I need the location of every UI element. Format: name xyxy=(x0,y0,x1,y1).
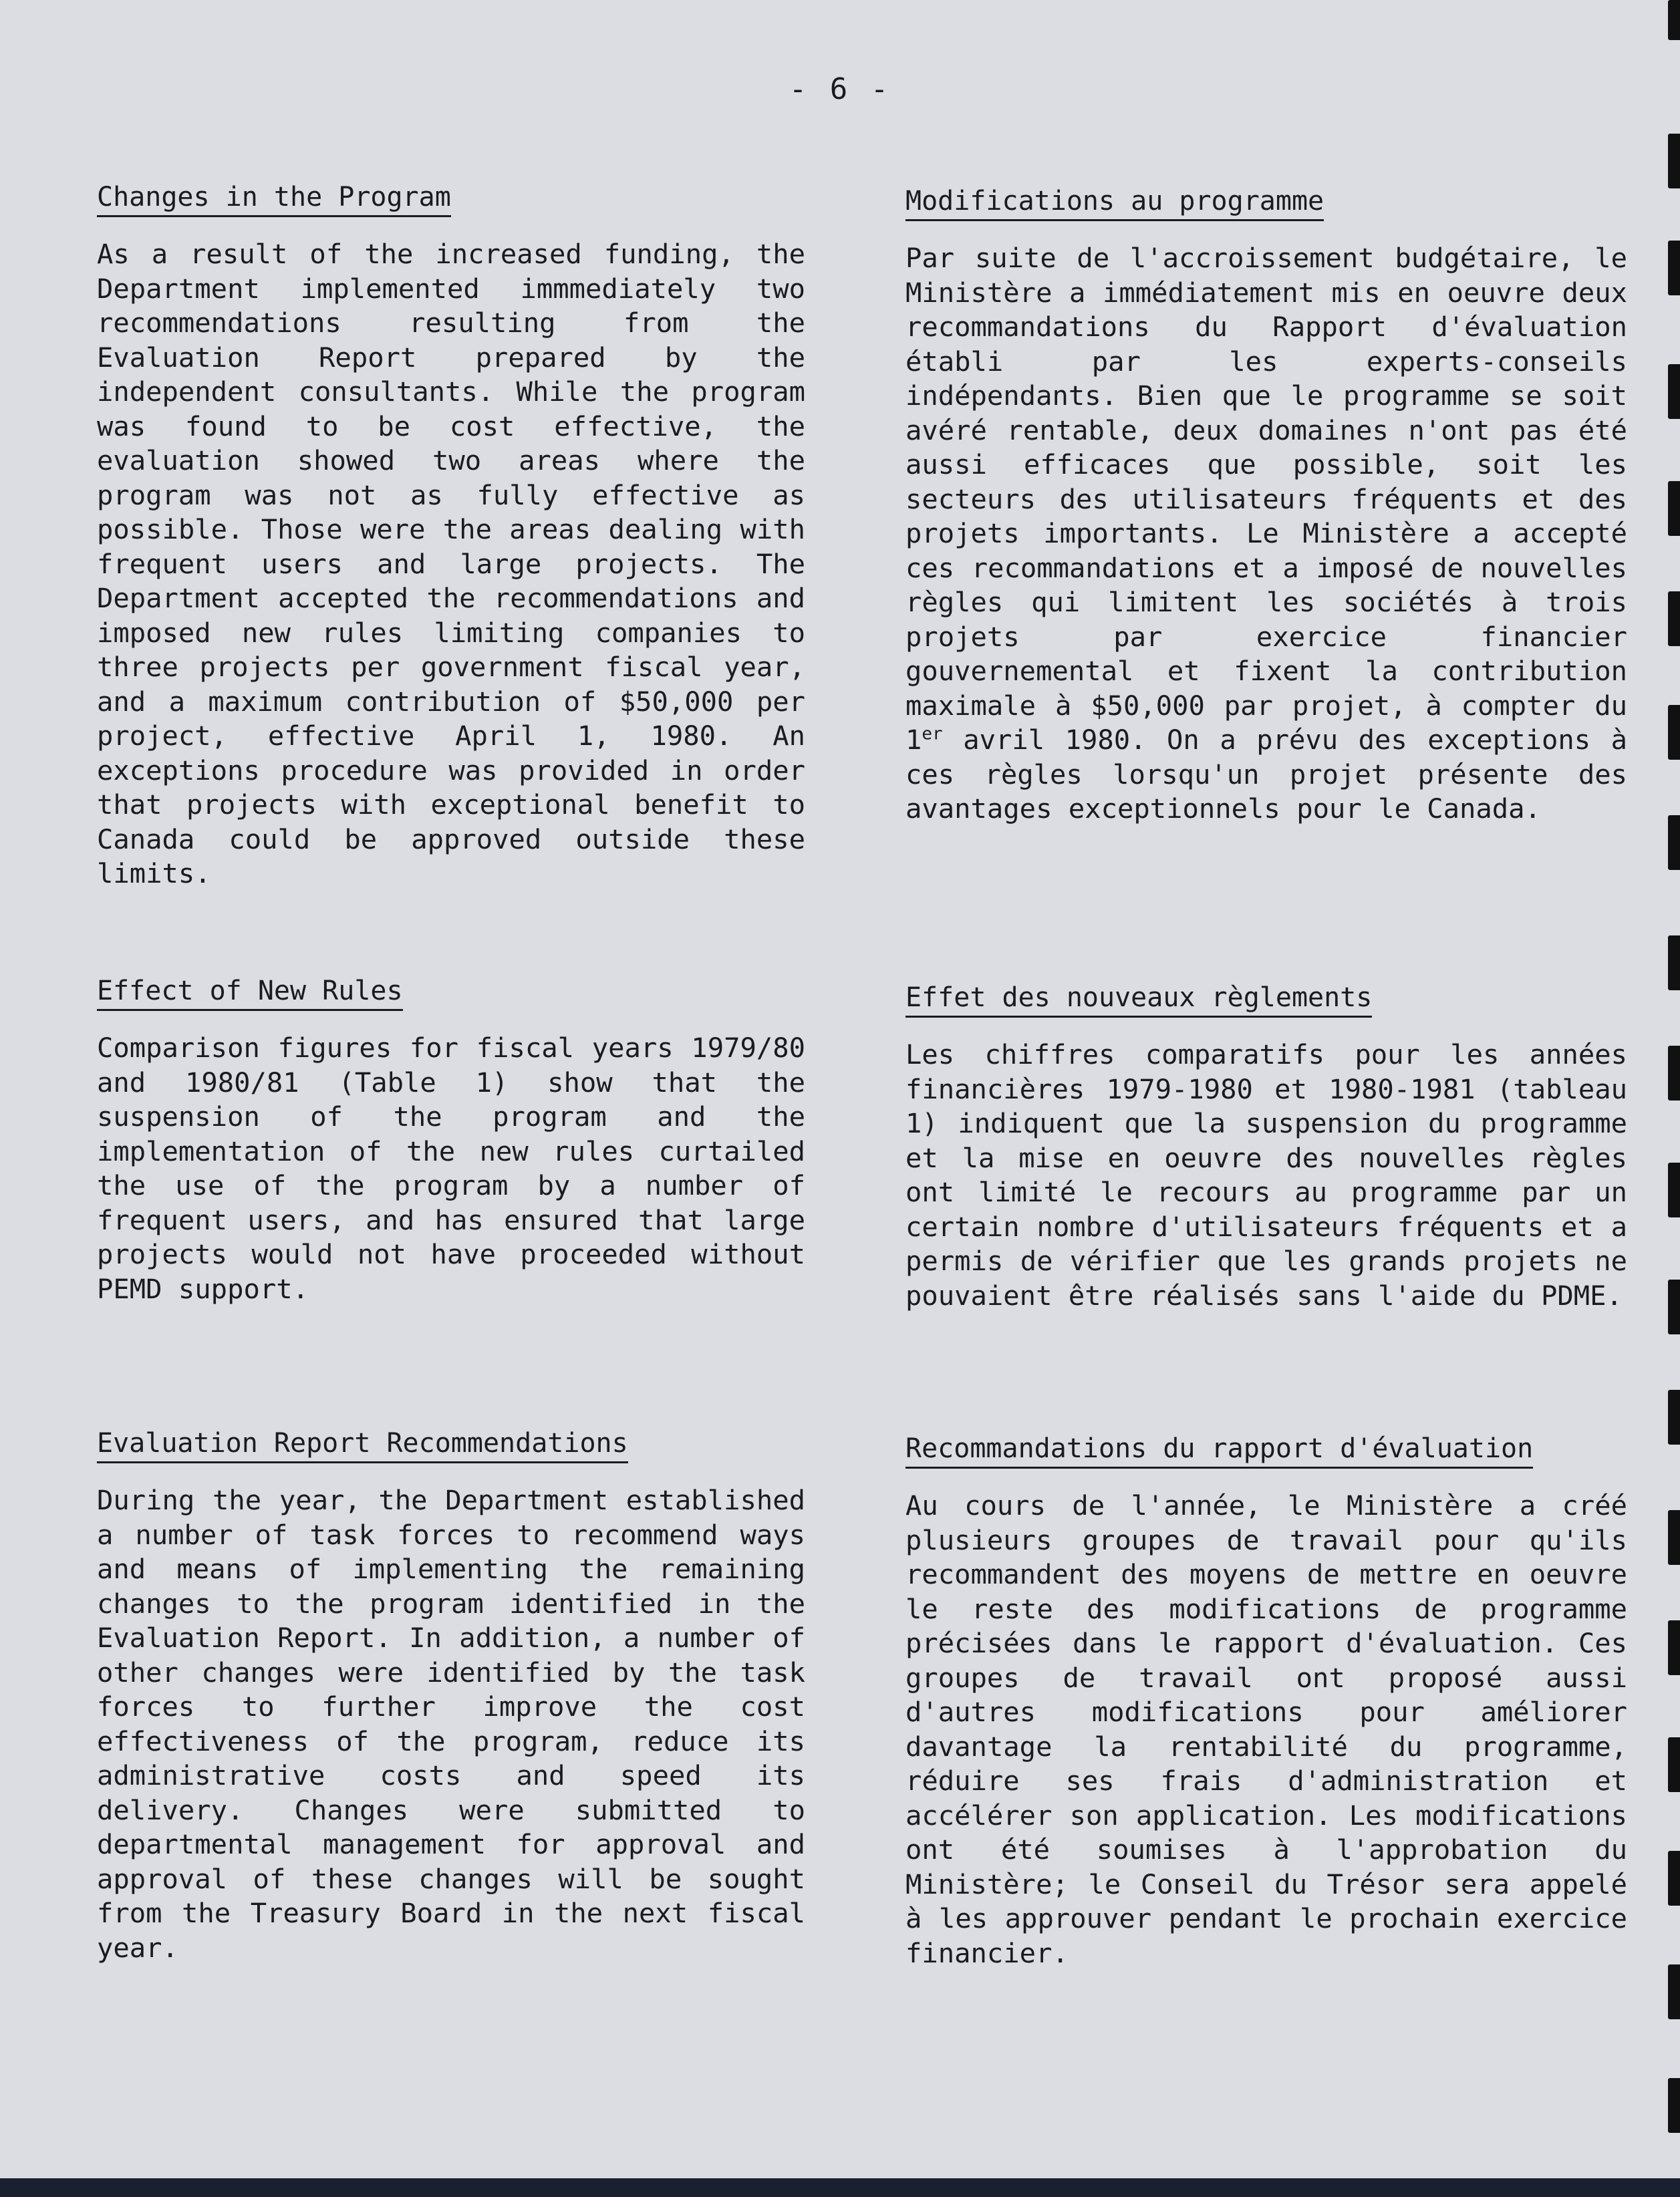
binding-hole xyxy=(1668,2078,1680,2133)
section-heading: Modifications au programme xyxy=(905,184,1324,221)
binding-hole xyxy=(1668,481,1680,536)
section-body: During the year, the Department established a number of task forces to recommend ways and means of implementing the remaining changes to the program identified in the Evaluation Report. In addition, a number of other changes were identified by the task forces to further improve the cost effectiveness of the program, reduce its administrative costs and speed its delivery. Changes were submitted to departmental management for approval and approval of these changes will be sought from the Treasury Board in the next fiscal year. xyxy=(97,1484,805,1964)
section-body: Au cours de l'année, le Ministère a créé plusieurs groupes de travail pour qu'ils recommandent des moyens de mettre en oeuvre le reste des modifications de programme précisées dans le rapport d'évaluation. Ces groupes de travail ont proposé aussi d'autres modifications pour améliorer davantage la rentabilité du programme, réduire ses frais d'administration et accélérer son application. Les modifications ont été soumises à l'approbation du Ministère; le Conseil du Trésor sera appelé à les approuver pendant le prochain exercice financier. xyxy=(905,1489,1627,1969)
section-heading: Changes in the Program xyxy=(97,180,451,217)
binding-hole xyxy=(1668,1390,1680,1445)
section-body: Les chiffres comparatifs pour les années financières 1979-1980 et 1980-1981 (tableau 1) indiquent que la suspension du programme et la mise en oeuvre des nouvelles règles ont limité le recours au programme par un certain nombre d'utilisateurs fréquents et a permis de vérifier que les grands projets ne pouvaient être réalisés sans l'aide du PDME. xyxy=(905,1038,1627,1312)
binding-hole xyxy=(1668,241,1680,295)
section-heading: Recommandations du rapport d'évaluation xyxy=(905,1432,1533,1469)
superscript: er xyxy=(922,724,943,744)
page-number: - 6 - xyxy=(789,72,891,106)
binding-hole xyxy=(1668,1737,1680,1792)
section-heading: Effect of New Rules xyxy=(97,974,403,1011)
binding-hole xyxy=(1668,705,1680,760)
binding-hole xyxy=(1668,1163,1680,1217)
binding-hole xyxy=(1668,935,1680,990)
section-body: Comparison figures for fiscal years 1979/80 and 1980/81 (Table 1) show that the suspension of the program and the implementation of the new rules curtailed the use of the program by a number of frequent users, and has ensured that large projects would not have proceeded without PEMD support. xyxy=(97,1032,805,1305)
binding-hole xyxy=(1668,1280,1680,1334)
section-modifications-au-programme xyxy=(905,184,1627,827)
binding-hole xyxy=(1668,364,1680,419)
section-heading: Effet des nouveaux règlements xyxy=(905,981,1372,1018)
section-body xyxy=(905,241,1627,827)
body-text: avril 1980. On a prévu des exceptions à ces règles lorsqu'un projet présente des avantages exceptionnels pour le Canada. xyxy=(905,724,1627,825)
binding-hole xyxy=(1668,1964,1680,2019)
section-evaluation-report-recommendations xyxy=(97,1427,805,1965)
binding-hole xyxy=(1668,0,1680,40)
binding-hole xyxy=(1668,1510,1680,1565)
binding-hole xyxy=(1668,1046,1680,1101)
binding-hole xyxy=(1668,1620,1680,1675)
section-effect-of-new-rules xyxy=(97,974,805,1306)
section-recommandations-du-rapport xyxy=(905,1432,1627,1970)
section-changes-in-program xyxy=(97,180,805,891)
section-body: As a result of the increased funding, the Department implemented immmediately two recommendations resulting from the Evaluation Report prepared by the independent consultants. While the program was found to be cost effective, the evaluation showed two areas where the program was not as fully effective as possible. Those were the areas dealing with frequent users and large projects. The Department accepted the recommendations and imposed new rules limiting companies to three projects per government fiscal year, and a maximum contribution of $50,000 per project, effective April 1, 1980. An exceptions procedure was provided in order that projects with exceptional benefit to Canada could be approved outside these limits. xyxy=(97,238,805,889)
body-text: Par suite de l'accroissement budgétaire, le Ministère a immédiatement mis en oeuvre deux recommandations du Rapport d'évaluation établi par les experts-conseils indépendants. Bien que le programme se soit avéré rentable, deux domaines n'ont pas été aussi efficaces que possible, soit les secteurs des utilisateurs fréquents et des projets importants. Le Ministère a accepté ces recommandations et a imposé de nouvelles règles qui limitent les sociétés à trois projets par exercice financier gouvernemental et fixent la contribution maximale à $50,000 par projet, à compter du 1 xyxy=(905,242,1627,756)
scan-bottom-edge xyxy=(0,2178,1680,2197)
binding-hole xyxy=(1668,1851,1680,1906)
binding-hole xyxy=(1668,591,1680,646)
binding-hole xyxy=(1668,134,1680,188)
section-effet-des-nouveaux-reglements xyxy=(905,981,1627,1313)
section-heading: Evaluation Report Recommendations xyxy=(97,1427,628,1463)
binding-hole xyxy=(1668,815,1680,870)
